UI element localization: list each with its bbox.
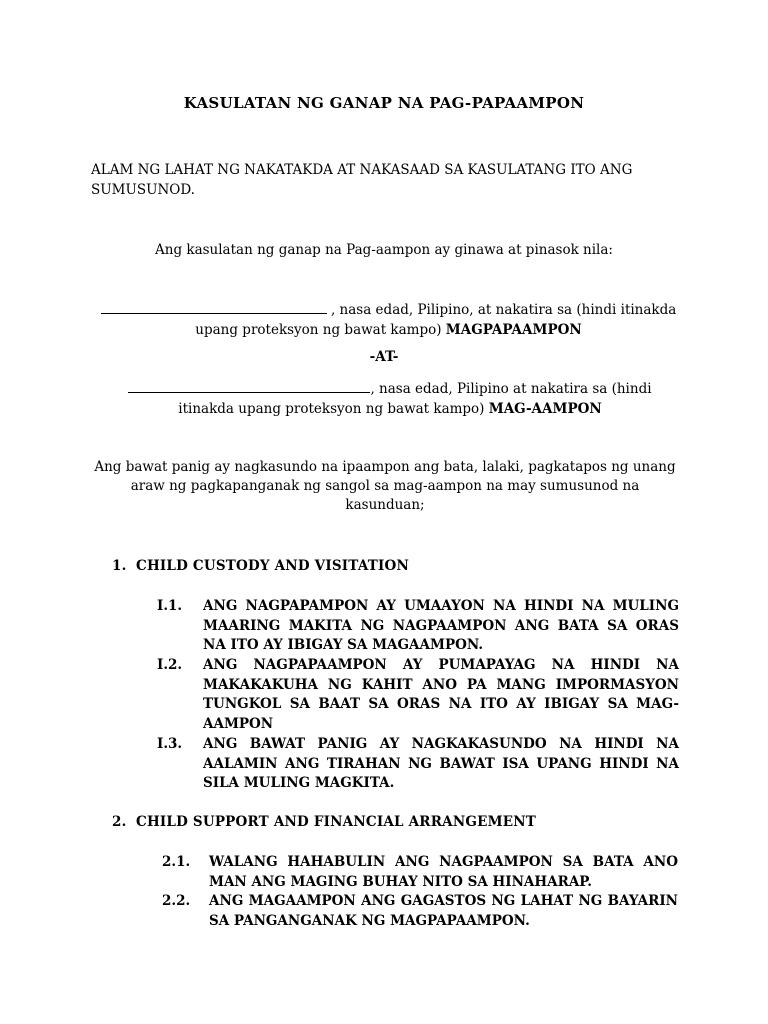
item-text: ANG MAGAAMPON ANG GAGASTOS NG LAHAT NG BAYARIN SA PANGANGANAK NG MAGPAPAAMPON. — [209, 893, 678, 929]
section-heading — [112, 814, 536, 830]
item-number: I.2. — [157, 657, 183, 673]
item-number: 2.1. — [162, 854, 191, 870]
party-role: MAGPAPAAMPON — [445, 322, 582, 338]
list-item — [157, 656, 717, 736]
document-title: KASULATAN NG GANAP NA PAG-PAPAAMPON — [183, 94, 585, 112]
section-title: CHILD CUSTODY AND VISITATION — [136, 558, 410, 574]
item-number: I.3. — [157, 736, 183, 752]
item-text: ANG NAGPAPAMPON AY UMAAYON NA HINDI NA MULING MAARING MAKITA NG NAGPAAMPON ANG BATA SA ORAS NA ITO AY IBIGAY SA MAGAAMPON. — [203, 598, 679, 653]
party-description: , nasa edad, Pilipino at nakatira sa (hindi itinakda upang proteksyon ng bawat kampo) — [178, 381, 652, 417]
section-heading — [112, 558, 409, 574]
party-role: MAG-AAMPON — [488, 401, 602, 417]
agreement-paragraph: Ang bawat panig ay nagkasundo na ipaampon ang bata, lalaki, pagkatapos ng unang araw ng pagkapanganak ng sangol sa mag-aampon na may sumusunod na kasunduan; — [94, 459, 676, 513]
item-number: I.1. — [157, 598, 183, 614]
list-item — [162, 892, 722, 932]
item-number: 2.2. — [162, 893, 191, 909]
name-blank-line — [101, 299, 327, 314]
party-mag-aampon — [100, 378, 680, 419]
item-text: ANG NAGPAPAAMPON AY PUMAPAYAG NA HINDI NA MAKAKAKUHA NG KAHIT ANO PA MANG IMPORMASYON TUNGKOL SA BAAT SA ORAS NA ITO AY IBIGAY SA MAG-AAMPON — [203, 657, 679, 732]
party-description: , nasa edad, Pilipino, at nakatira sa (hindi itinakda upang proteksyon ng bawat kampo) — [195, 302, 677, 338]
section-title: CHILD SUPPORT AND FINANCIAL ARRANGEMENT — [136, 814, 536, 830]
opening-line: Ang kasulatan ng ganap na Pag-aampon ay ginawa at pinasok nila: — [155, 242, 613, 258]
list-item — [157, 735, 717, 795]
separator-at: -AT- — [369, 349, 399, 365]
name-blank-line — [128, 378, 370, 393]
item-text: WALANG HAHABULIN ANG NAGPAAMPON SA BATA ANO MAN ANG MAGING BUHAY NITO SA HINAHARAP. — [209, 854, 678, 890]
list-item — [157, 597, 717, 657]
party-magpapaampon — [96, 299, 681, 340]
section-number: 1. — [112, 558, 127, 574]
item-text: ANG BAWAT PANIG AY NAGKAKASUNDO NA HINDI NA AALAMIN ANG TIRAHAN NG BAWAT ISA UPANG HINDI NA SILA MULING MAGKITA. — [203, 736, 679, 791]
section-number: 2. — [112, 814, 127, 830]
list-item — [162, 853, 722, 893]
intro-paragraph: ALAM NG LAHAT NG NAKATAKDA AT NAKASAAD SA KASULATANG ITO ANG SUMUSUNOD. — [91, 162, 633, 198]
